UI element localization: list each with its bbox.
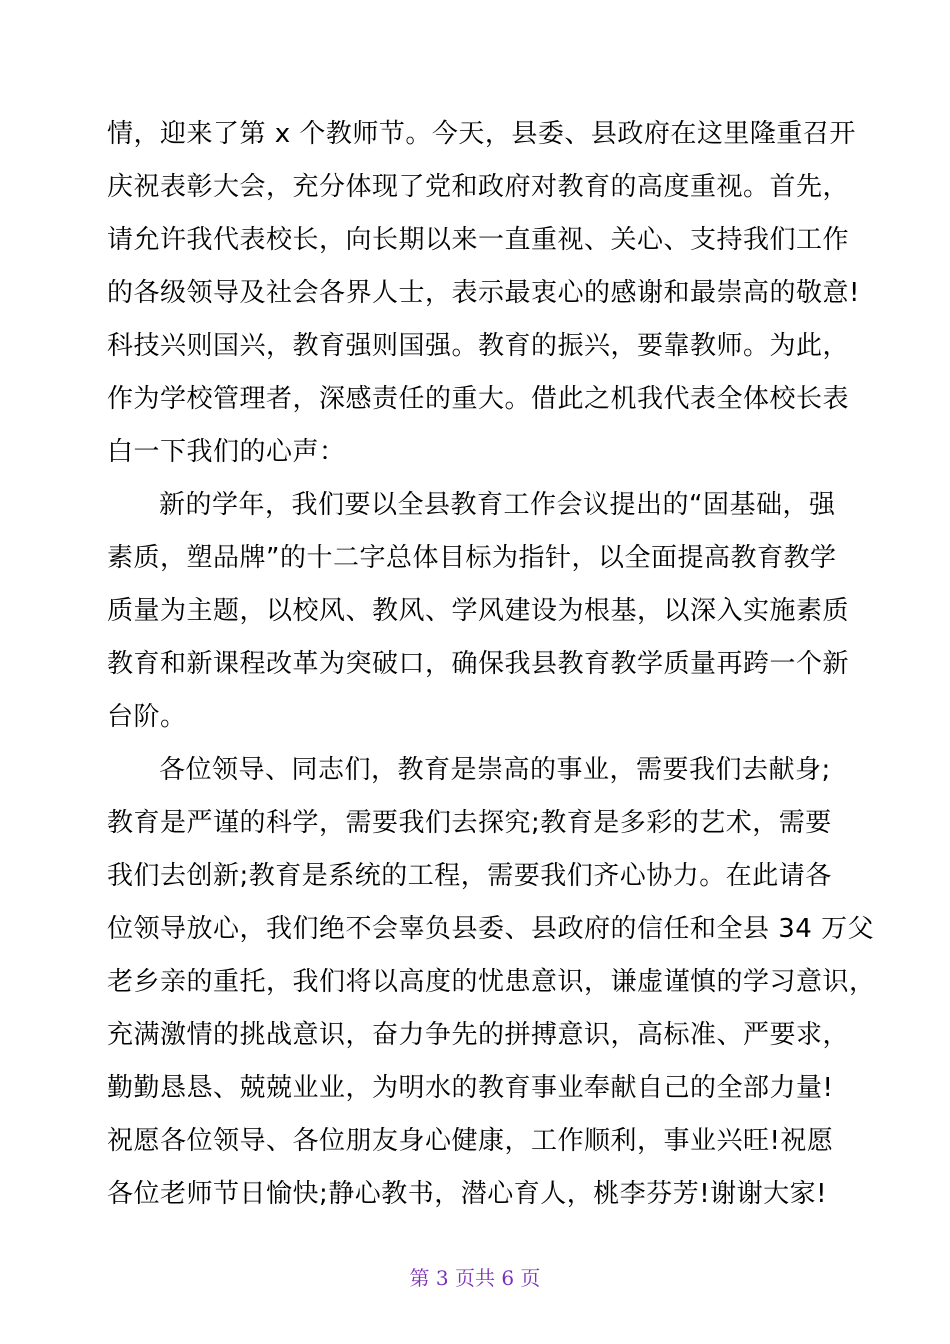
text-line: 情，迎来了第 x 个教师节。今天，县委、县政府在这里隆重召开	[107, 119, 856, 149]
text-line: 质量为主题，以校风、教风、学风建设为根基，以深入实施素质	[107, 596, 850, 626]
text-line: 的各级领导及社会各界人士，表示最衷心的感谢和最崇高的敬意!	[107, 278, 860, 308]
text-line: 充满激情的挑战意识，奋力争先的拼搏意识，高标准、严要求，	[107, 1020, 850, 1050]
text-line: 各位老师节日愉快;静心教书，潜心育人，桃李芬芳!谢谢大家!	[107, 1179, 828, 1209]
text-line: 勤勤恳恳、兢兢业业，为明水的教育事业奉献自己的全部力量!	[107, 1073, 834, 1103]
text-line: 祝愿各位领导、各位朋友身心健康，工作顺利，事业兴旺!祝愿	[107, 1126, 834, 1156]
text-line: 请允许我代表校长，向长期以来一直重视、关心、支持我们工作	[107, 225, 850, 255]
text-line: 台阶。	[107, 702, 187, 732]
text-line: 我们去创新;教育是系统的工程，需要我们齐心协力。在此请各	[107, 861, 832, 891]
text-line: 作为学校管理者，深感责任的重大。借此之机我代表全体校长表	[107, 384, 850, 414]
text-line: 科技兴则国兴，教育强则国强。教育的振兴，要靠教师。为此，	[107, 331, 850, 361]
paragraph-first-line: 新的学年，我们要以全县教育工作会议提出的“固基础，强	[159, 490, 836, 520]
paragraph-first-line: 各位领导、同志们，教育是崇高的事业，需要我们去献身;	[159, 755, 831, 785]
document-body	[107, 108, 876, 1221]
text-line: 位领导放心，我们绝不会辜负县委、县政府的信任和全县 34 万父	[107, 914, 875, 944]
text-line: 教育是严谨的科学，需要我们去探究;教育是多彩的艺术，需要	[107, 808, 832, 838]
text-line: 庆祝表彰大会，充分体现了党和政府对教育的高度重视。首先，	[107, 172, 850, 202]
text-line: 老乡亲的重托，我们将以高度的忧患意识，谦虚谨慎的学习意识，	[107, 967, 876, 997]
page-number-footer: 第 3 页共 6 页	[409, 1266, 541, 1290]
text-line: 素质，塑品牌”的十二字总体目标为指针，以全面提高教育教学	[107, 543, 837, 573]
text-line: 教育和新课程改革为突破口，确保我县教育教学质量再跨一个新	[107, 649, 850, 679]
text-line: 白一下我们的心声：	[107, 437, 346, 467]
